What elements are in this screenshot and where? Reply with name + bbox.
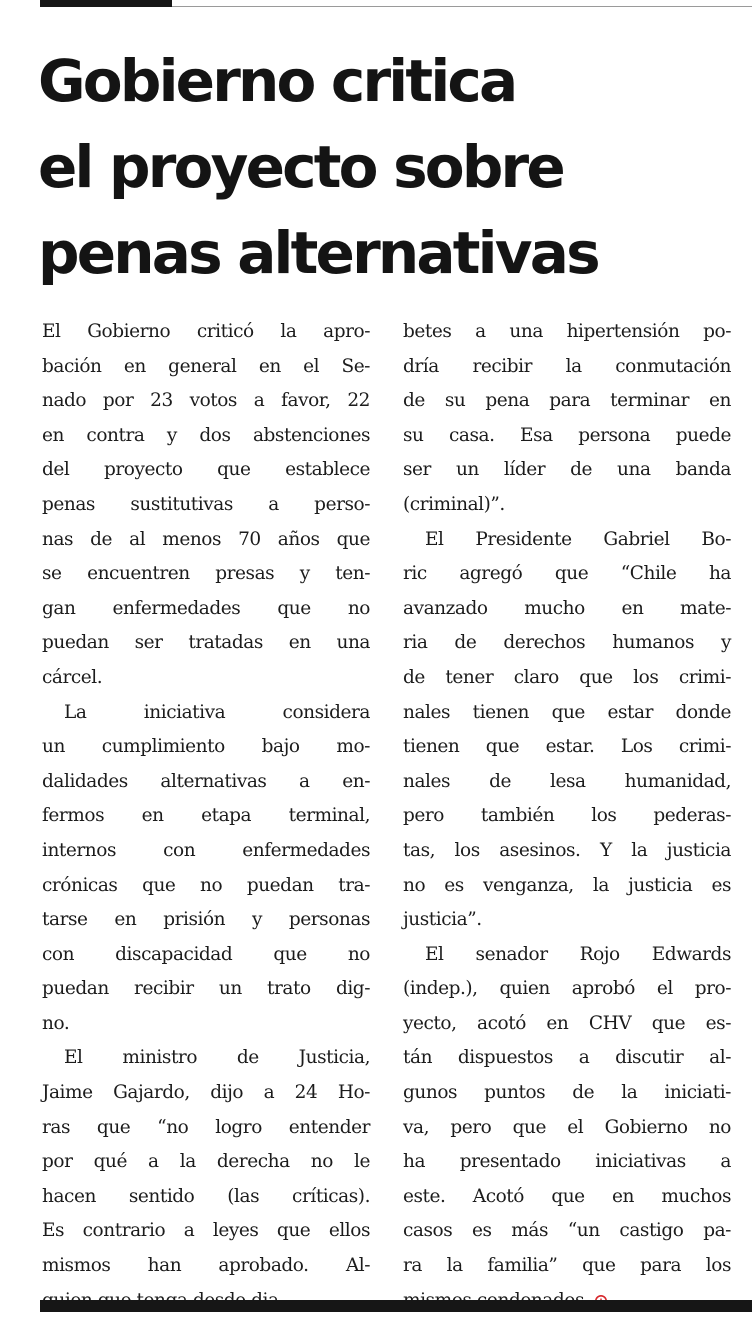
article-paragraph [42, 696, 370, 1042]
article-line: nales de lesa humanidad, [403, 770, 731, 792]
article-line: pero también los pederas- [403, 805, 731, 827]
article-line: (criminal)”. [403, 493, 505, 515]
article-line: dalidades alternativas a en- [42, 770, 370, 792]
article-line: El Gobierno criticó la apro- [42, 321, 370, 342]
article-line: cárcel. [42, 666, 103, 688]
article-line: nales tienen que estar donde [403, 701, 731, 723]
article-line: nas de al menos 70 años que [42, 528, 370, 550]
article-line: puedan ser tratadas en una [42, 632, 370, 654]
article-line: su casa. Esa persona puede [403, 424, 731, 446]
article-line: por qué a la derecha no le [42, 1151, 370, 1173]
article-line: (indep.), quien aprobó el pro- [403, 978, 731, 1000]
article-paragraph [403, 938, 731, 1318]
article-paragraph [42, 1041, 370, 1318]
article-line: ra la familia” que para los [403, 1255, 731, 1277]
bottom-rule [40, 1300, 752, 1312]
headline [38, 38, 738, 296]
article-line: Es contrario a leyes que ellos [42, 1220, 370, 1242]
article-line: penas sustitutivas a perso- [42, 493, 370, 515]
article-line: casos es más “un castigo pa- [403, 1220, 731, 1242]
article-line: gan enfermedades que no [42, 597, 370, 619]
article-line: hacen sentido (las críticas). [42, 1185, 370, 1207]
article-line: avanzado mucho en mate- [403, 597, 731, 619]
headline-line: Gobierno critica [38, 47, 516, 115]
article-line: bación en general en el Se- [42, 355, 370, 377]
article-line: internos con enfermedades [42, 839, 370, 861]
headline-line: el proyecto sobre [38, 133, 563, 201]
article-paragraph [403, 523, 731, 938]
article-line: va, pero que el Gobierno no [403, 1116, 731, 1138]
text-column-right [403, 315, 731, 1318]
article-paragraph [42, 315, 370, 696]
headline-line: penas alternativas [38, 219, 598, 287]
article-line: gunos puntos de la iniciati- [403, 1082, 731, 1104]
article-line: puedan recibir un trato dig- [42, 978, 370, 1000]
article-line: en contra y dos abstenciones [42, 424, 370, 446]
article-line: mismos han aprobado. Al- [42, 1255, 370, 1277]
article-line: nado por 23 votos a favor, 22 [42, 390, 370, 412]
article-line: ser un líder de una banda [403, 459, 731, 481]
article-line: no. [42, 1012, 70, 1034]
article-line: tarse en prisión y personas [42, 909, 370, 931]
top-accent-bar [40, 0, 172, 7]
article-line: fermos en etapa terminal, [42, 805, 370, 827]
article-line: de su pena para terminar en [403, 390, 731, 412]
article-line: yecto, acotó en CHV que es- [403, 1012, 731, 1034]
article-line: se encuentren presas y ten- [42, 563, 370, 585]
article-line: betes a una hipertensión po- [403, 321, 731, 342]
article-line: El Presidente Gabriel Bo- [425, 528, 731, 550]
article-line: este. Acotó que en muchos [403, 1185, 731, 1207]
article-line: ras que “no logro entender [42, 1116, 370, 1138]
article-line: del proyecto que establece [42, 459, 370, 481]
top-rule [172, 6, 752, 7]
article-line: La iniciativa considera [64, 701, 370, 723]
article-line: de tener claro que los crimi- [403, 666, 731, 688]
article-line: un cumplimiento bajo mo- [42, 736, 370, 758]
article-line: El senador Rojo Edwards [425, 943, 731, 965]
article-line: tán dispuestos a discutir al- [403, 1047, 731, 1069]
article-line: no es venganza, la justicia es [403, 874, 731, 896]
article-line: ha presentado iniciativas a [403, 1151, 731, 1173]
article-line: tienen que estar. Los crimi- [403, 736, 731, 758]
article-line: Jaime Gajardo, dijo a 24 Ho- [42, 1082, 370, 1104]
article-line: ric agregó que “Chile ha [403, 563, 731, 585]
article-line: crónicas que no puedan tra- [42, 874, 370, 896]
article-line: tas, los asesinos. Y la justicia [403, 839, 731, 861]
article-line: El ministro de Justicia, [64, 1047, 370, 1069]
article-paragraph [403, 315, 731, 523]
article-line: dría recibir la conmutación [403, 355, 731, 377]
text-column-left [42, 315, 370, 1318]
article-line: ria de derechos humanos y [403, 632, 731, 654]
article-line: justicia”. [403, 909, 482, 931]
article-line: con discapacidad que no [42, 943, 370, 965]
